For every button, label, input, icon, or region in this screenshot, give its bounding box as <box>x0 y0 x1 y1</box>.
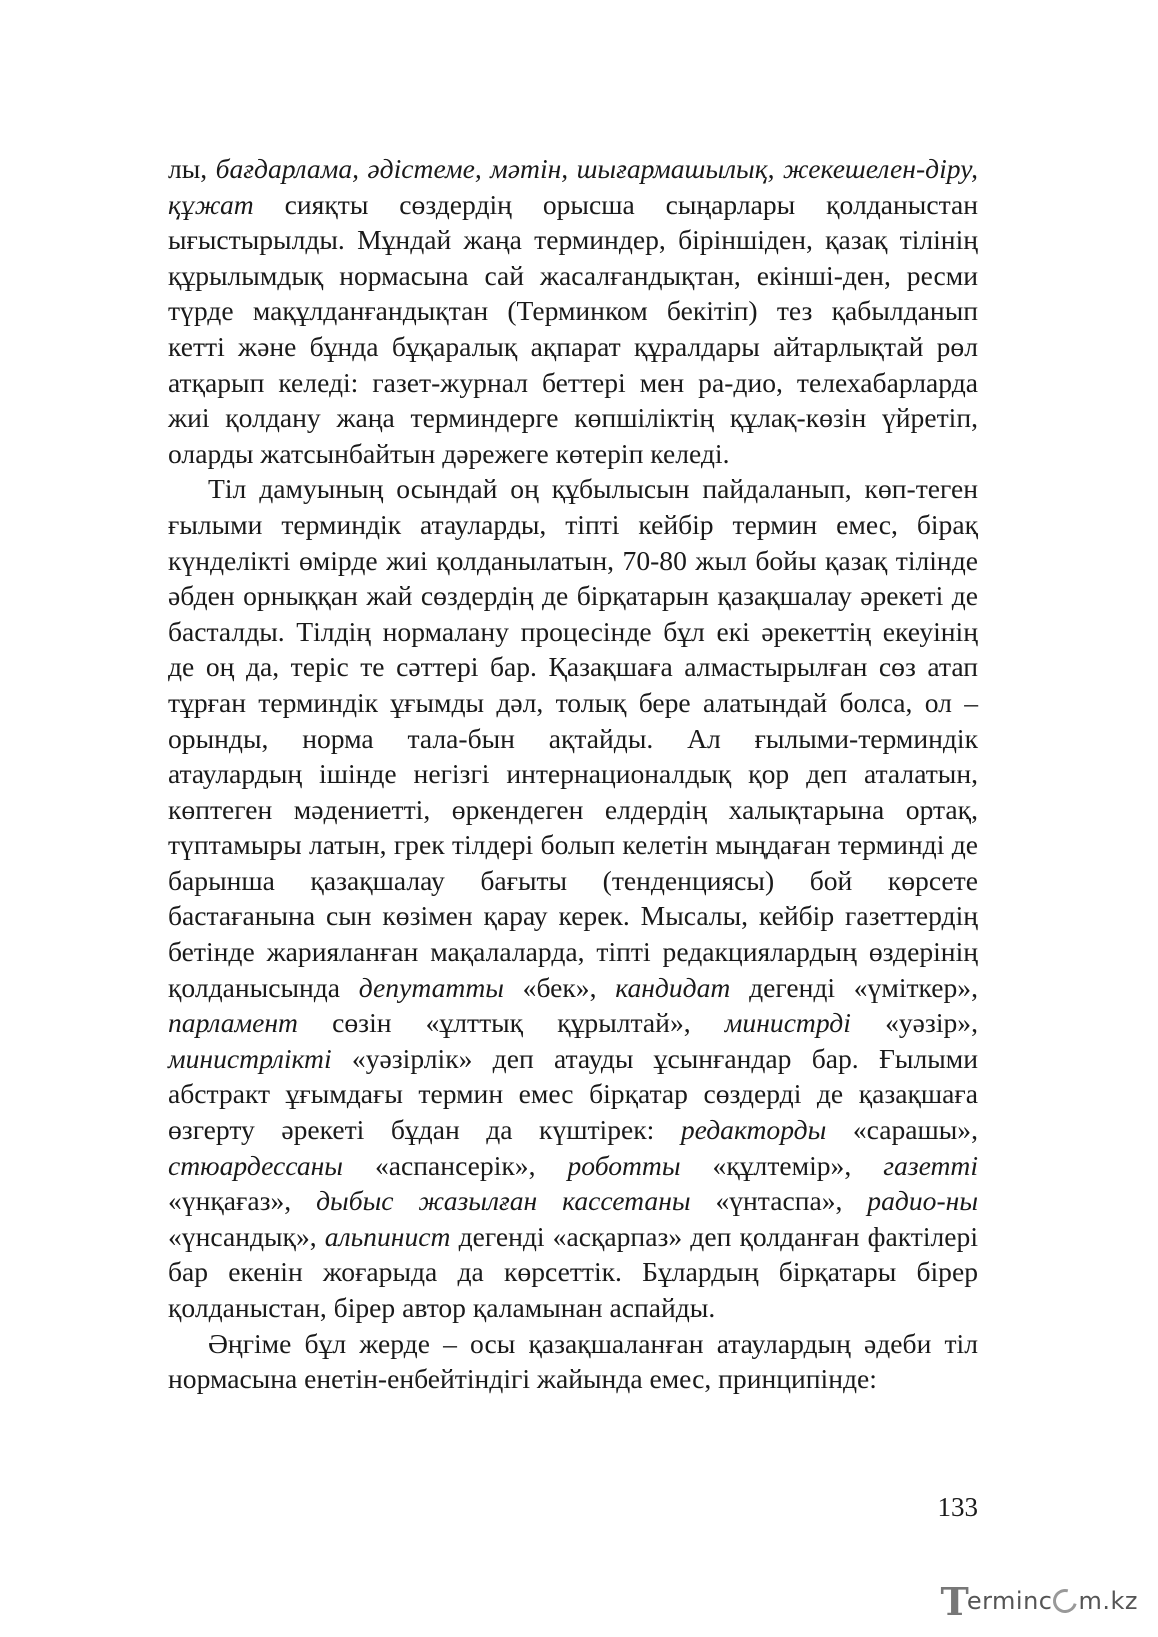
italic-text-segment: министрді <box>724 1007 851 1039</box>
text-segment: «үнсандық», <box>168 1220 325 1252</box>
body-text <box>168 151 978 1397</box>
text-segment: сөзін «ұлттық құрылтай», <box>297 1007 725 1039</box>
text-segment: дегенді «үміткер», <box>730 971 978 1003</box>
page-number: 133 <box>937 1492 978 1522</box>
watermark-o-icon <box>1049 1585 1082 1618</box>
text-segment: «бек», <box>503 971 616 1003</box>
italic-text-segment: депутатты <box>358 971 504 1003</box>
text-segment: «үнтаспа», <box>690 1185 868 1217</box>
text-segment: «уәзірлік» деп атауды ұсынғандар бар. Ғылыми абстракт ұғымдағы термин емес бірқатар сөздерді де қазақшаға өзгерту әрекеті бұдан да күштірек: <box>168 1042 978 1146</box>
text-segment: Әңгіме бұл жерде – осы қазақшаланған атаулардың әдеби тіл нормасына енетін-енбейтіндігі жайында емес, принципінде: <box>168 1327 978 1395</box>
italic-text-segment: бағдарлама, әдістеме, мәтін, шығармашылық, жекешелен-діру, құжат <box>168 153 979 220</box>
watermark-text-part1: erminc <box>966 1587 1053 1615</box>
text-segment: сияқты сөздердің орысша сыңарлары қолданыстан ығыстырылды. Мұндай жаңа терминдер, біріншіден, қазақ тілінің құрылымдық нормасына сай жасалғандықтан, екінші-ден, ресми түрде мақұлданғандықтан (Терминком бекітіп) тез қабылданып кетті және бұнда бұқаралық ақпарат құралдары айтарлықтай рөл атқарып келеді: газет-журнал беттері мен ра-дио, телехабарларда жиі қолдану жаңа терминдерге көпшіліктің құлақ-көзін үйретіп, оларды жатсынбайтын дәрежеге көтеріп келеді. <box>168 188 978 469</box>
text-segment: Тіл дамуының осындай оң құбылысын пайдаланып, көп-теген ғылыми терминдік атауларды, тіпті кейбір термин емес, бірақ күнделікті өмірде жиі қолданылатын, 70-80 жыл бойы қазақ тілінде әбден орныққан жай сөздердің де бірқатарын қазақшалау әрекеті де басталды. Тілдің нормалану процесінде бұл екі әрекеттің екеуінің де оң да, теріс те сәттері бар. Қазақшаға алмастырылған сөз атап тұрған терминдік ұғымды дәл, толық бере алатындай болса, ол – орынды, норма тала-бын ақтайды. Ал ғылыми-терминдік атаулардың ішінде негізгі интернационалдық қор деп аталатын, көптеген мәдениетті, өркендеген елдердің халықтарына ортақ, түптамыры латын, грек тілдері болып келетін мыңдаған терминді де барынша қазақшалау бағыты (тенденциясы) бой көрсете бастағанына сын көзімен қарау керек. Мысалы, кейбір газеттердің бетінде жарияланған мақалаларда, тіпті редакциялардың өздерінің қолданысында <box>168 473 978 1003</box>
italic-text-segment: редакторды <box>680 1114 827 1146</box>
text-segment: лы, <box>168 153 216 184</box>
paragraph <box>168 1326 978 1397</box>
italic-text-segment: радио-ны <box>867 1185 979 1217</box>
text-segment: «уәзір», <box>850 1007 978 1039</box>
text-segment: дегенді «асқарпаз» деп қолданған фактілері бар екенін жоғарыда да көрсеттік. Бұлардың бірқатары бірер қолданыстан, бірер автор қаламынан аспайды. <box>168 1220 978 1323</box>
italic-text-segment: роботты <box>567 1149 681 1181</box>
terminkom-watermark-logo <box>941 1579 1138 1623</box>
italic-text-segment: дыбыс жазылған кассетаны <box>316 1185 691 1217</box>
text-segment: «құлтемір», <box>680 1149 884 1181</box>
italic-text-segment: стюардессаны <box>168 1149 343 1181</box>
italic-text-segment: альпинист <box>324 1220 451 1252</box>
text-segment: «сарашы», <box>826 1114 978 1146</box>
paragraph <box>168 151 978 471</box>
watermark-t-letter: T <box>940 1578 969 1624</box>
text-segment: «аспансерік», <box>343 1149 568 1181</box>
watermark-text-part2: m.kz <box>1078 1587 1138 1615</box>
paragraph <box>168 471 978 1325</box>
italic-text-segment: парламент <box>168 1007 298 1039</box>
italic-text-segment: газетті <box>883 1149 978 1181</box>
text-segment: «үнқағаз», <box>168 1185 317 1217</box>
italic-text-segment: министрлікті <box>168 1042 332 1074</box>
italic-text-segment: кандидат <box>615 971 731 1003</box>
